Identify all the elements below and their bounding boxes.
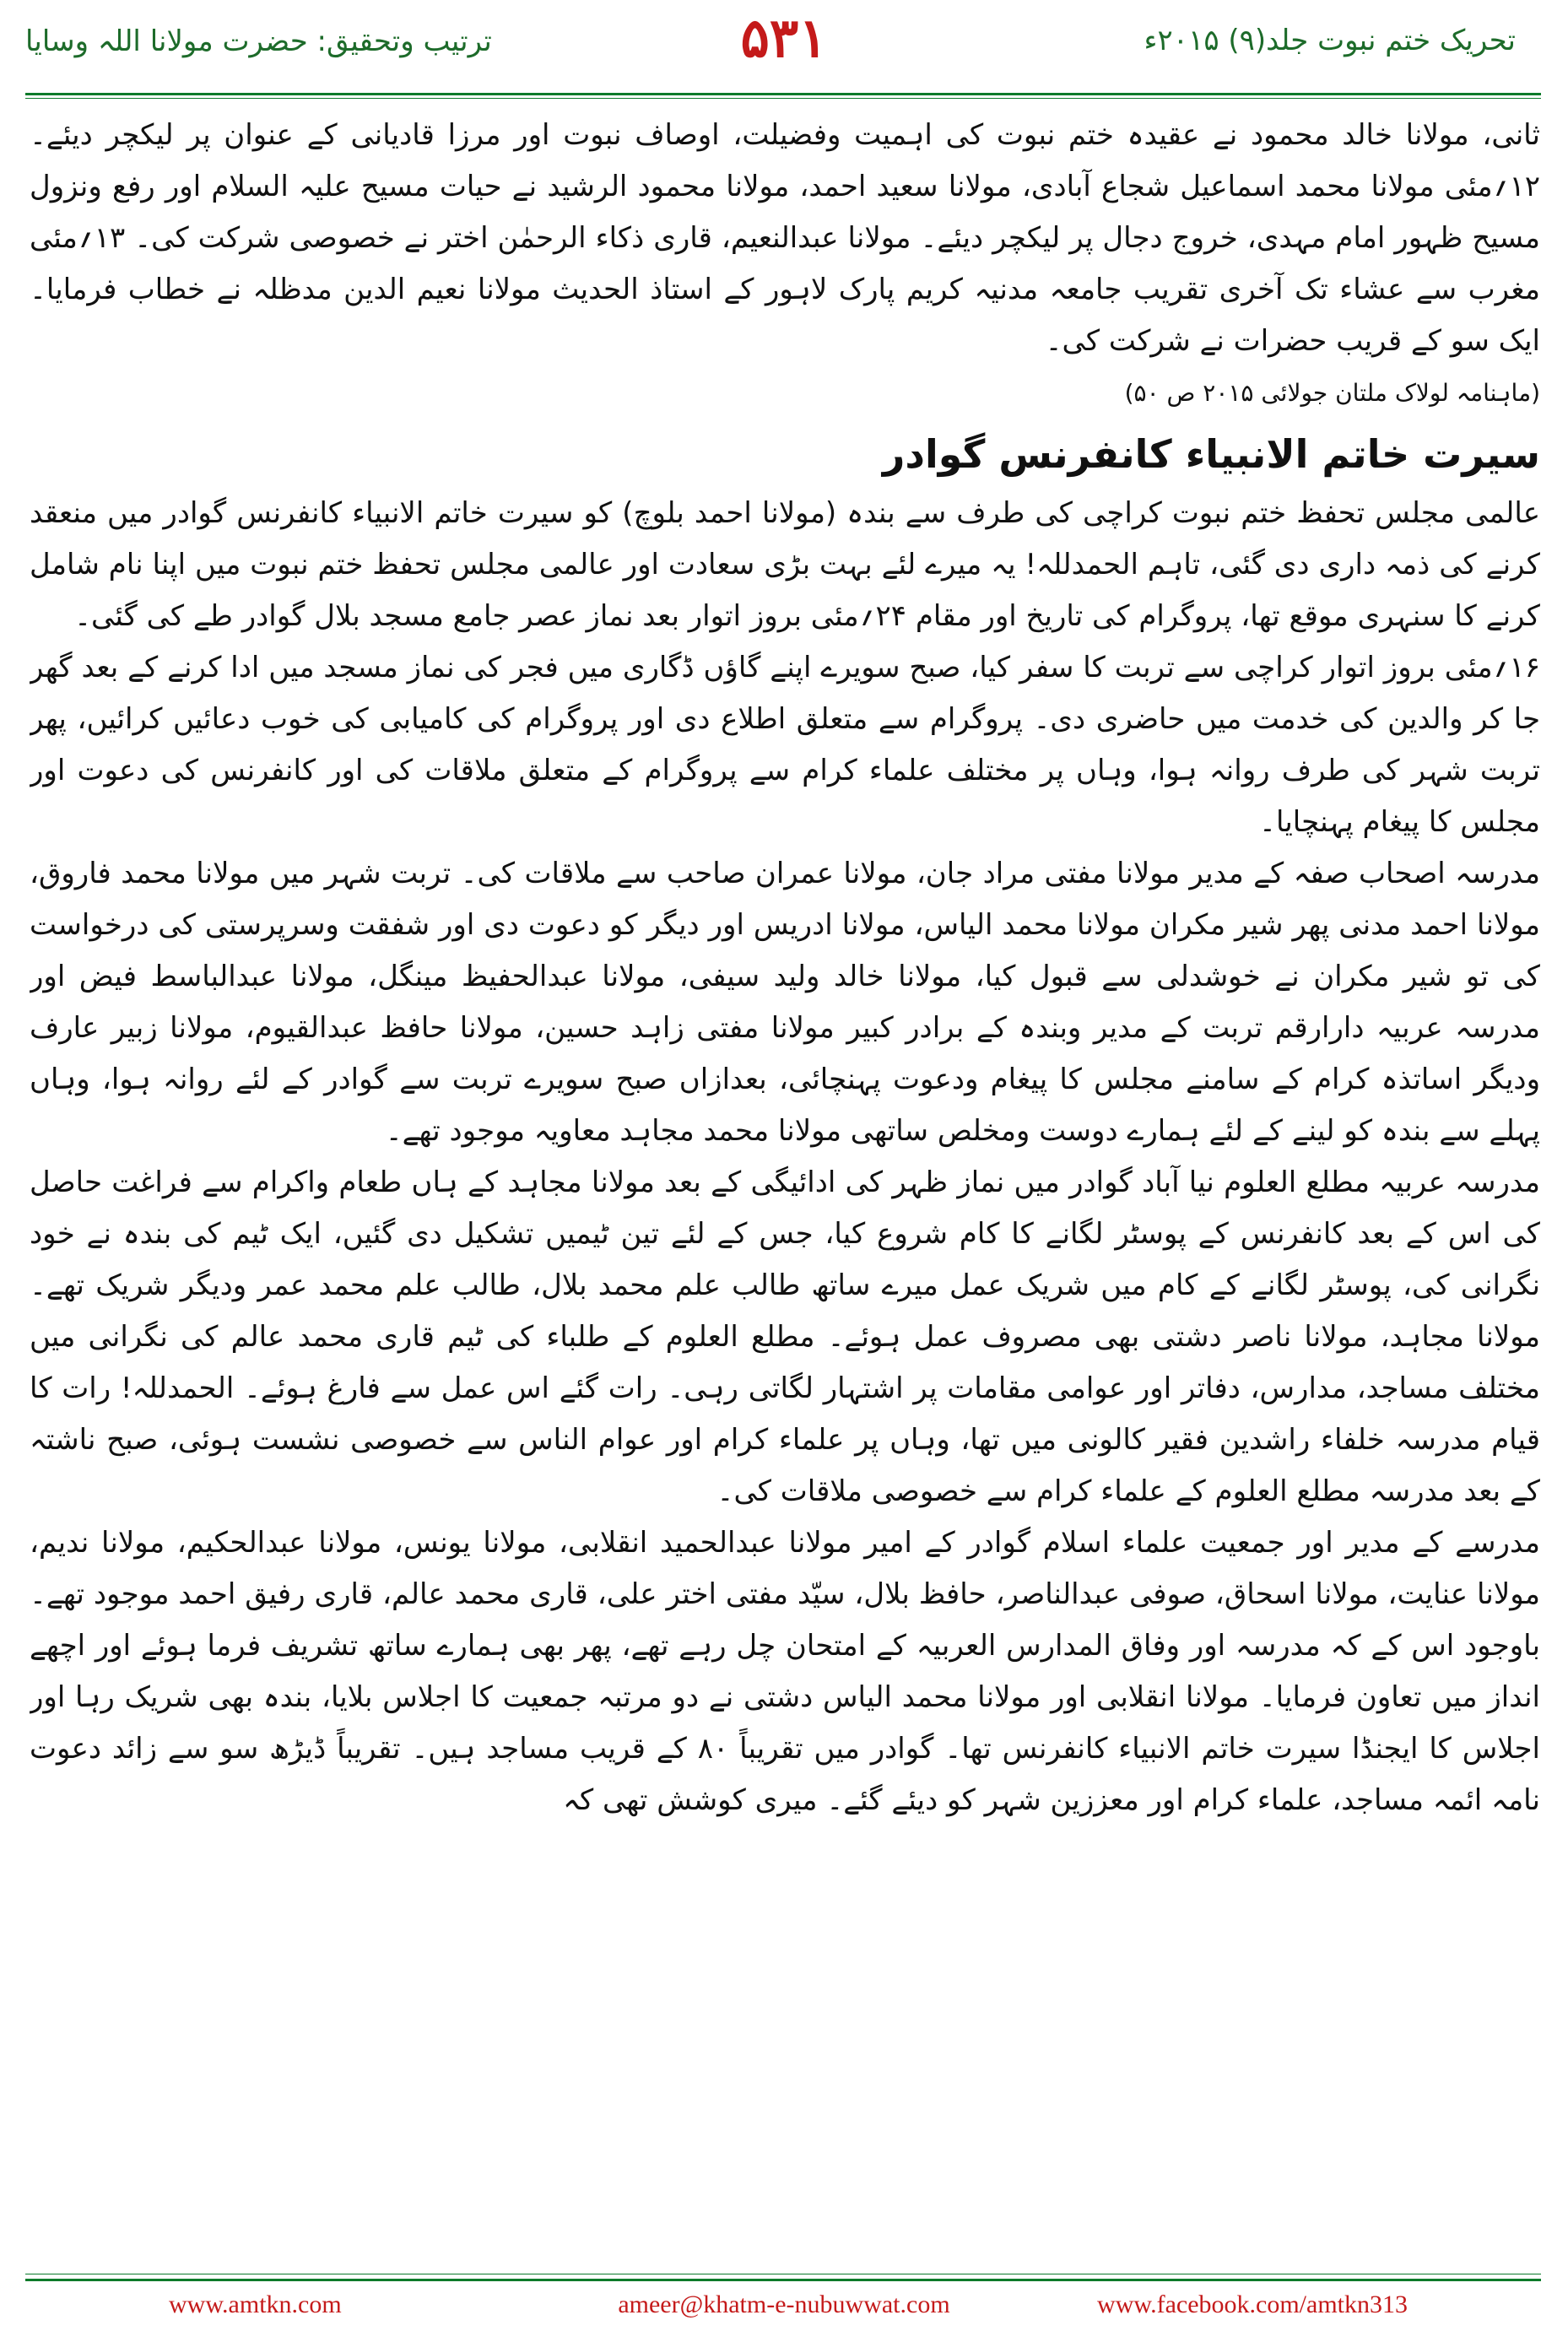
paragraph: مدرسہ اصحاب صفہ کے مدیر مولانا مفتی مراد جان، مولانا عمران صاحب سے ملاقات کی۔ تربت شہر میں مولانا محمد فاروق، مولانا احمد مدنی پھر شیر مکران مولانا محمد الیاس، مولانا ادریس اور دیگر کو دعوت دی اور شفقت وسرپرستی کی درخواست کی تو شیر مکران نے خوشدلی سے قبول کیا، مولانا خالد ولید سیفی، مولانا عبدالحفیظ مینگل، مولانا عبدالباسط فیض اور مدرسہ عربیہ دارارقم تربت کے مدیر وبندہ کے برادر کبیر مولانا مفتی زاہد حسین، مولانا حافظ عبدالقیوم، مولانا زبیر عارف ودیگر اساتذہ کرام کے سامنے مجلس کا پیغام ودعوت پہنچائی، بعدازاں صبح سویرے تربت سے گوادر کے لئے روانہ ہوا، وہاں پہلے سے بندہ کو لینے کے لئے ہمارے دوست ومخلص ساتھی مولانا محمد مجاہد معاویہ موجود تھے۔	[30, 857, 1540, 1148]
page-header	[0, 0, 1568, 93]
paragraph: مدرسہ عربیہ مطلع العلوم نیا آباد گوادر میں نماز ظہر کی ادائیگی کے بعد مولانا مجاہد کے ہاں طعام واکرام سے فراغت حاصل کی اس کے بعد کانفرنس کے پوسٹر لگانے کا کام شروع کیا، جس کے لئے تین ٹیمیں تشکیل دی گئیں، ایک ٹیم کی بندہ نے خود نگرانی کی، پوسٹر لگانے کے کام میں شریک عمل میرے ساتھ طالب علم محمد بلال، طالب علم محمد عمر ودیگر شریک تھے۔ مولانا مجاہد، مولانا ناصر دشتی بھی مصروف عمل ہوئے۔ مطلع العلوم کے طلباء کی ٹیم قاری محمد عالم کی نگرانی میں مختلف مساجد، مدارس، دفاتر اور عوامی مقامات پر اشتہار لگاتی رہی۔ رات گئے اس عمل سے فارغ ہوئے۔ الحمدللہ! رات کا قیام مدرسہ خلفاء راشدین فقیر کالونی میں تھا، وہاں پر علماء کرام اور عوام الناس سے خصوصی نشست ہوئی، صبح ناشتہ کے بعد مدرسہ مطلع العلوم کے علماء کرام سے خصوصی ملاقات کی۔	[30, 1166, 1540, 1508]
header-rule	[25, 93, 1541, 95]
paragraph: ثانی، مولانا خالد محمود نے عقیدہ ختم نبوت کی اہمیت وفضیلت، اوصاف نبوت اور مرزا قادیانی کے عنوان پر لیکچر دیئے۔ ۱۲؍مئی مولانا محمد اسماعیل شجاع آبادی، مولانا سعید احمد، مولانا محمود الرشید نے حیات مسیح علیہ السلام اور رفع ونزول مسیح ظہور امام مہدی، خروج دجال پر لیکچر دیئے۔ مولانا عبدالنعیم، قاری ذکاء الرحمٰن اختر نے خصوصی شرکت کی۔ ۱۳؍مئی مغرب سے عشاء تک آخری تقریب جامعہ مدنیہ کریم پارک لاہور کے استاذ الحدیث مولانا نعیم الدین مدظلہ نے خطاب فرمایا۔ ایک سو کے قریب حضرات نے شرکت کی۔	[30, 118, 1540, 358]
page-footer	[0, 2289, 1568, 2331]
citation: (ماہنامہ لولاک ملتان جولائی ۲۰۱۵ ص ۵۰)	[1124, 379, 1540, 407]
email-link[interactable]: ameer@khatm-e-nubuwwat.com	[618, 2291, 950, 2318]
compiler-credit: ترتیب وتحقیق: حضرت مولانا اللہ وسایا	[25, 24, 492, 58]
facebook-link[interactable]: www.facebook.com/amtkn313	[1097, 2291, 1408, 2318]
book-title: تحریک ختم نبوت جلد(۹) ۲۰۱۵ء	[1144, 24, 1516, 57]
paragraph: مدرسے کے مدیر اور جمعیت علماء اسلام گوادر کے امیر مولانا عبدالحمید انقلابی، مولانا یونس، مولانا عبدالحکیم، مولانا ندیم، مولانا عنایت، مولانا اسحاق، صوفی عبدالناصر، حافظ بلال، سیّد مفتی اختر علی، قاری محمد عالم، قاری رفیق احمد موجود تھے۔ باوجود اس کے کہ مدرسہ اور وفاق المدارس العربیہ کے امتحان چل رہے تھے، پھر بھی ہمارے ساتھ تشریف فرما ہوئے اور اچھے انداز میں تعاون فرمایا۔ مولانا انقلابی اور مولانا محمد الیاس دشتی نے دو مرتبہ جمعیت کا اجلاس بلایا، بندہ بھی شریک رہا اور اجلاس کا ایجنڈا سیرت خاتم الانبیاء کانفرنس تھا۔ گوادر میں تقریباً ۸۰ کے قریب مساجد ہیں۔ تقریباً ڈیڑھ سو سے زائد دعوت نامہ ائمہ مساجد، علماء کرام اور معززین شہر کو دیئے گئے۔ میری کوشش تھی کہ	[30, 1526, 1540, 1817]
section-heading: سیرت خاتم الانبیاء کانفرنس گوادر	[882, 431, 1540, 477]
footer-rule	[25, 2279, 1541, 2281]
page-number: ۵۳۱	[740, 7, 828, 70]
paragraph: ۱۶؍مئی بروز اتوار کراچی سے تربت کا سفر کیا، صبح سویرے اپنے گاؤں ڈگاری میں فجر کی نماز مسجد میں ادا کرنے کے بعد گھر جا کر والدین کی خدمت میں حاضری دی۔ پروگرام سے متعلق اطلاع دی اور پروگرام کی کامیابی کی خوب دعائیں کرائیں، پھر تربت شہر کی طرف روانہ ہوا، وہاں پر مختلف علماء کرام سے پروگرام کے متعلق ملاقات کی اور کانفرنس کی دعوت اور مجلس کا پیغام پہنچایا۔	[30, 651, 1540, 839]
website-link[interactable]: www.amtkn.com	[169, 2291, 342, 2318]
header-rule-thin	[25, 98, 1541, 99]
paragraph: عالمی مجلس تحفظ ختم نبوت کراچی کی طرف سے بندہ (مولانا احمد بلوچ) کو سیرت خاتم الانبیاء کانفرنس گوادر میں منعقد کرنے کی ذمہ داری دی گئی، تاہم الحمدللہ! یہ میرے لئے بہت بڑی سعادت اور عالمی مجلس تحفظ ختم نبوت میں اپنا نام شامل کرنے کا سنہری موقع تھا، پروگرام کی تاریخ اور مقام ۲۴؍مئی بروز اتوار بعد نماز عصر جامع مسجد بلال گوادر طے کی گئی۔	[30, 496, 1540, 633]
page-body	[30, 110, 1540, 2266]
